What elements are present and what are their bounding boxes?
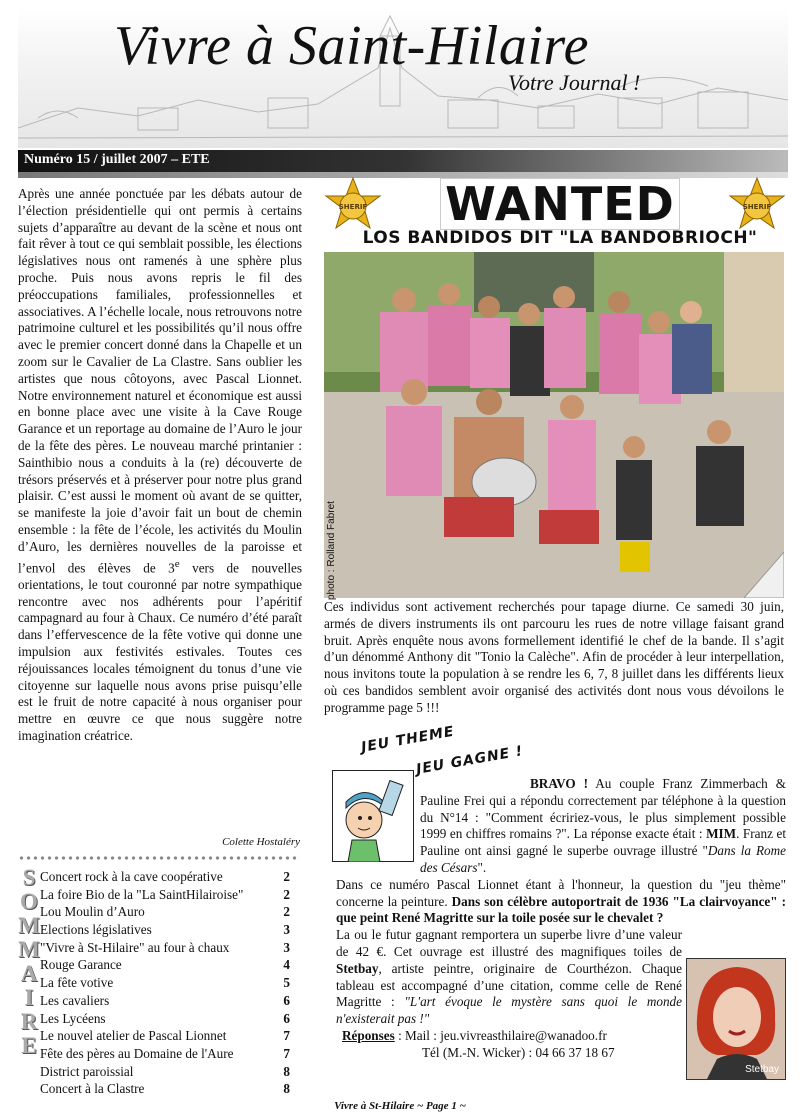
toc-item[interactable] [40,992,290,1010]
contact-tel: Tél (M.-N. Wicker) : 04 66 37 18 67 [422,1044,615,1060]
sommaire-letter: S [22,865,36,890]
toc-item[interactable] [40,1010,290,1028]
portrait-illustration [687,959,785,1079]
jeu-answer: MIM [706,826,737,842]
toc-label: Concert à la Clastre [40,1081,145,1097]
group-photo-illustration [324,252,784,598]
sommaire-vertical-title [18,866,40,1058]
jeu-p2: Dans ce numéro Pascal Lionnet étant à l'honneur, la question du "jeu thème" concerne la peinture. [336,876,786,909]
sheriff-star-label: SHERIF [338,203,368,211]
page-footer: Vivre à St-Hilaire ~ Page 1 ~ [334,1100,466,1112]
jeu-title-1: JEU THEME [360,723,456,756]
sommaire-letter: R [20,1009,38,1034]
toc-label: Elections législatives [40,922,152,938]
sommaire-letter: I [24,985,34,1010]
toc-item[interactable] [40,974,290,992]
toc-label: Lou Moulin d’Auro [40,904,145,920]
sheriff-star-label: SHERIF [742,203,772,211]
toc-page: 6 [283,992,290,1008]
sommaire-letter: E [21,1033,37,1058]
group-photo [324,252,784,598]
table-of-contents [40,868,290,1098]
cartoon-spacer [336,776,420,870]
toc-label: "Vivre à St-Hilaire" au four à chaux [40,939,230,955]
toc-item[interactable] [40,1027,290,1045]
toc-page: 2 [283,869,290,884]
toc-item[interactable] [40,886,290,904]
toc-label: District paroissial [40,1063,134,1079]
toc-page: 8 [283,1063,290,1079]
toc-label: Fête des pères au Domaine de l'Aure [40,1045,234,1061]
photo-credit: photo : Rolland Fabret [326,501,337,600]
wanted-title: WANTED [440,178,680,230]
jeu-p1: Au couple Franz Zimmerbach & Pauline Frei qui a répondu correctement par téléphone à la question du N°14 : "Comment écririez-vous, le plus simplement possible 1999 en chiffres romains ?". La réponse exacte était : [420,776,786,842]
wanted-subtitle: LOS BANDIDOS DIT "LA BANDOBRIOCH" [362,228,758,248]
editorial-signature: Colette Hostaléry [222,836,300,848]
sheriff-star-icon [728,176,786,236]
toc-page: 3 [283,922,290,938]
sommaire-letter: M [18,913,40,938]
toc-item[interactable] [40,939,290,957]
sommaire-letter: M [18,937,40,962]
toc-page: 4 [283,957,290,973]
jeu-title-2: JEU GAGNE ! [415,743,525,778]
toc-label: Les cavaliers [40,992,110,1008]
toc-page: 6 [283,1010,290,1026]
toc-item[interactable] [40,903,290,921]
toc-label: Rouge Garance [40,957,122,973]
editorial-text [18,186,302,745]
toc-item[interactable] [40,921,290,939]
jeu-artist: Stetbay [336,960,379,976]
toc-label: La foire Bio de la "La SaintHilairoise" [40,886,244,902]
toc-page: 7 [283,1028,290,1044]
jeu-question: Dans son célèbre autoportrait de 1936 "La clairvoyance" : que peint René Magritte sur la toile posée sur le chevalet ? [336,893,786,926]
toc-item[interactable] [40,1045,290,1063]
journal-title: Vivre à Saint-Hilaire [114,15,589,77]
toc-label: La fête votive [40,975,114,991]
sommaire-letter: O [20,889,38,914]
stetbay-photo [686,958,786,1080]
jeu-p3a: La ou le futur gagnant remportera un superbe livre d’une valeur de 42 €. Cet ouvrage est illustré des magnifiques toiles de [336,927,682,959]
contact-mail[interactable]: : Mail : jeu.vivreasthilaire@wanadoo.fr [394,1027,607,1043]
issue-bar [18,150,788,172]
jeu-paragraph-2 [336,877,786,927]
toc-page: 5 [283,975,290,991]
dotted-divider [18,855,300,861]
toc-page: 3 [283,939,290,955]
toc-item[interactable] [40,1063,290,1081]
editorial-sup: e [174,557,180,570]
toc-item[interactable] [40,868,290,886]
jeu-book: Dans la Rome des Césars [420,843,786,875]
toc-page: 2 [283,904,290,920]
stetbay-label: Stetbay [745,1064,779,1075]
toc-label: Les Lycéens [40,1010,106,1026]
masthead [18,8,788,148]
jeu-quote: "L'art évoque le mystère sans quoi le monde n'existerait pas !" [336,994,682,1027]
jeu-p1b: . Franz et Pauline ont ainsi gagné le superbe ouvrage illustré " [420,826,786,859]
toc-item[interactable] [40,956,290,974]
toc-page: 7 [283,1045,290,1061]
journal-subtitle: Votre Journal ! [508,70,641,95]
jeu-p1c: ". [477,859,487,875]
toc-label: Le nouvel atelier de Pascal Lionnet [40,1028,227,1044]
toc-page: 2 [283,886,290,902]
sheriff-star-icon [324,176,382,236]
editorial-part2: vers de nouvelles orientations, le tout couronné par notre sympathique rencontre avec nos adhérents pour l’apéritif campagnard au four à Chaux. Ce numéro d’été paraît dans l’effervescence de la fête votive qui donne une impulsion aux festivités estivales. Toutes ces réjouissances locales témoignent du tonus d’une vie citoyenne sur laquelle nous avons prise puisqu’elle est le fruit de notre capacité à nous organiser pour mettre en œuvre ce que nous suggère notre imagination créatrice. [18,559,302,743]
bravo-label: BRAVO ! [530,776,589,791]
toc-item[interactable] [40,1080,290,1098]
wanted-caption: Ces individus sont activement recherchés pour tapage diurne. Ce samedi 30 juin, armés de divers instruments ils ont parcouru les rues de notre village faisant grand bruit. Après enquête nous avons formellement identifié le chef de la bande. Il s’agit d’un dénommé Anthony dit "Tonio la Calèche". Afin de procéder à leur interpellation, nous invitons toute la population à se rendre les 6, 7, 8 juillet dans les différents lieux où ces bandidos semblent avoir organisé des activités dont nous vous dévoilons le programme page 5 !!! [324,599,784,715]
issue-label: Numéro 15 / juillet 2007 – ETE [24,152,210,167]
sommaire-letter: A [20,961,38,986]
responses-label: Réponses [342,1027,395,1043]
jeu-p3b: , artiste peintre, originaire de Courthézon. Chaque tableau est accompagné d’une citation, comme celle de René Magritte : [336,960,682,1010]
toc-label: Concert rock à la cave coopérative [40,869,223,884]
editorial-part1: Après une année ponctuée par les débats autour de l’élection présidentielle qui ont permis à certains sujets d’apparaître au devant de la scène et nous ont fait rêver à tout ce qui semblait possible, les élections législatives nous ont ramenés à une sphère plus proche. Puis nous avons repris le fil des préoccupations familiales, professionnelles et associatives. A l’échelle locale, nous retrouvons notre patrimoine culturel et les possibilités qu’il nous offre avec le premier concert donné dans la Chapelle et un zoom sur le Cavalier de La Clastre. Sans oublier les artistes que nous côtoyons, avec Pascal Lionnet. Notre environnement naturel et économique est aussi en bonne place avec une visite à la Cave Rouge Garance et un reportage au domaine de l’Auro le jour de la fête des pères. Le nouveau marché printanier : Sainthibio nous a conduits à la (re) découverte de trésors préservés et à préserver pour notre plus grand plaisir. C’est aussi le moment où avant de se quitter, se manifeste la joie d’avoir fait un bout de chemin ensemble : la fête de l’école, les activités du Moulin d’Auro, les dernières nouvelles de la paroisse et l’envol des élèves de 3 [18,186,302,575]
toc-page: 8 [283,1081,290,1097]
